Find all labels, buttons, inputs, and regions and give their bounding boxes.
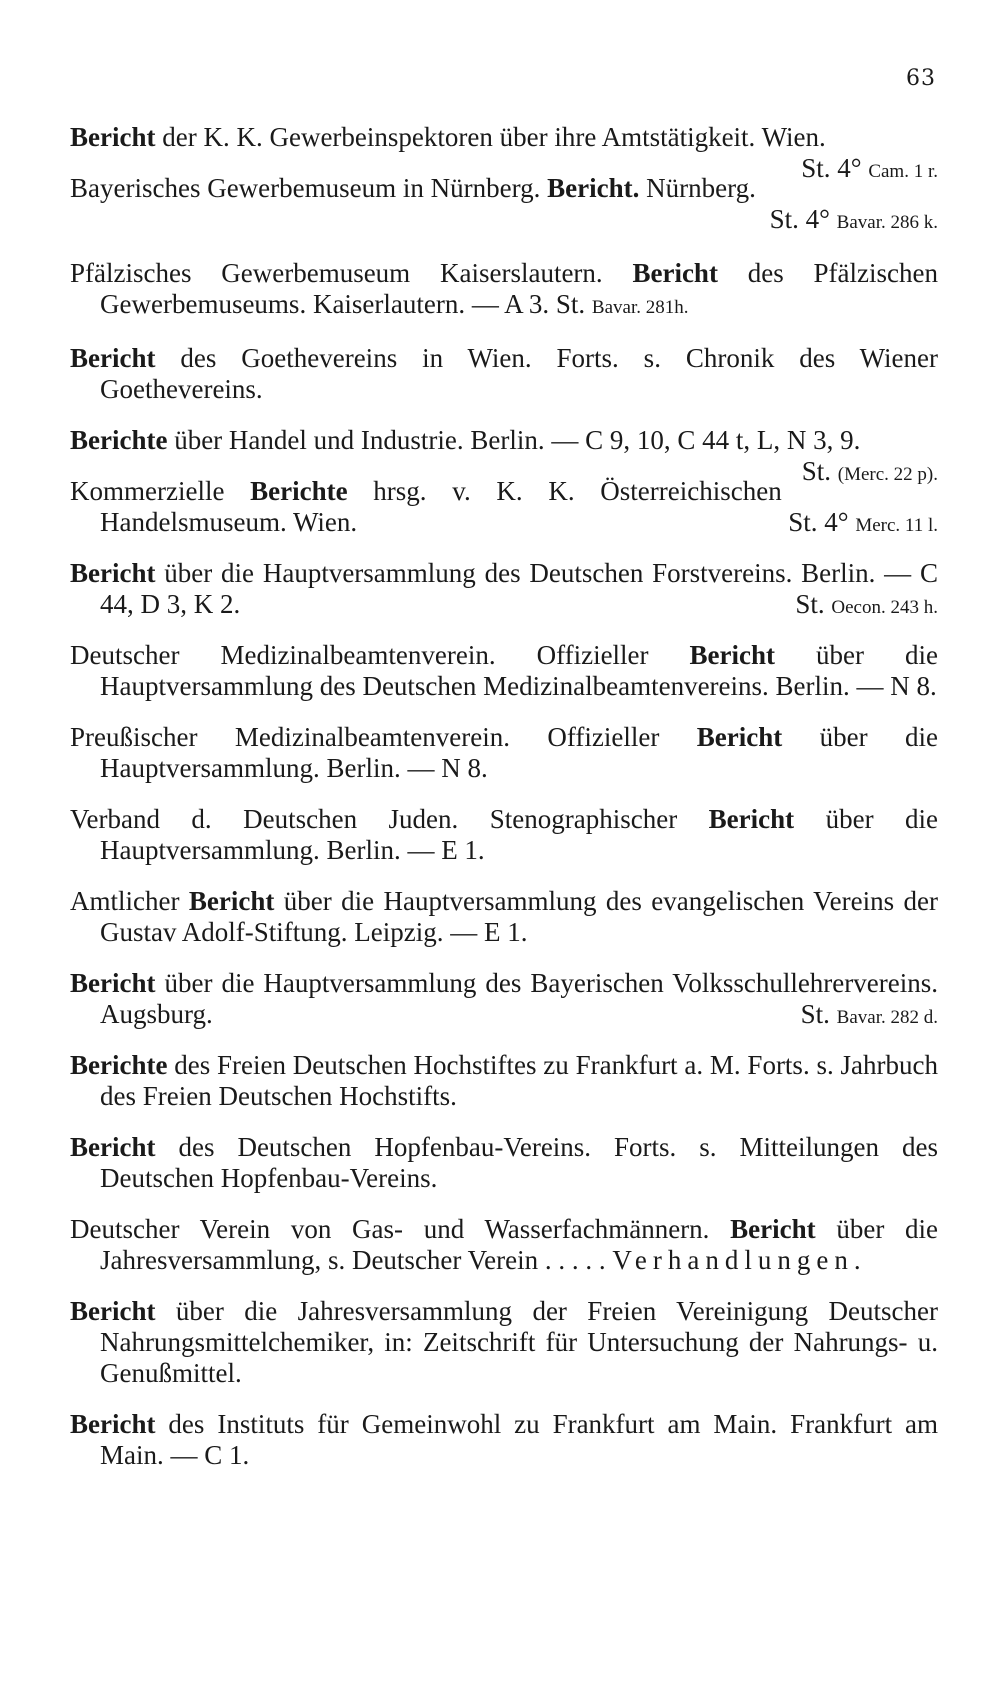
keyword: Berichte bbox=[70, 425, 168, 455]
entry-text: Amtlicher bbox=[70, 886, 189, 916]
list-item bbox=[70, 1132, 938, 1194]
entry-text: Bayerisches Gewerbemuseum in Nürnberg. bbox=[70, 173, 548, 203]
list-item bbox=[70, 804, 938, 866]
keyword: Berichte bbox=[250, 476, 348, 506]
entry-text: des Goethevereins in Wien. Forts. s. Chronik des Wiener Goethevereins. bbox=[100, 343, 938, 404]
shelfmark: St. 4° Bavar. 286 k. bbox=[769, 204, 938, 234]
shelfmark: St. Bavar. 282 d. bbox=[800, 999, 938, 1029]
keyword: Bericht bbox=[70, 558, 156, 588]
list-item bbox=[70, 886, 938, 948]
list-item bbox=[70, 425, 938, 486]
keyword: Bericht bbox=[730, 1214, 816, 1244]
list-item bbox=[70, 343, 938, 405]
list-item bbox=[70, 1214, 938, 1276]
entry-text: des Pfälzischen Gewerbemuseums. Kaiserlautern. — A 3. St. bbox=[100, 258, 938, 319]
keyword: Bericht bbox=[689, 640, 776, 670]
page-number: 63 bbox=[906, 66, 936, 91]
entry-text: über die Hauptversammlung. Berlin. — N 8. bbox=[100, 722, 939, 783]
entry-text: über die Hauptversammlung des Deutschen Forstvereins. Berlin. — C 44, D 3, K 2. bbox=[100, 558, 938, 619]
entry-text: hrsg. v. K. K. Österreichischen Handelsmuseum. Wien. bbox=[100, 476, 782, 537]
keyword: Bericht bbox=[632, 258, 718, 288]
entry-text: über die Hauptversammlung des evangelischen Vereins der Gustav Adolf-Stiftung. Leipzig. — E 1. bbox=[100, 886, 938, 947]
keyword: Bericht bbox=[70, 122, 156, 152]
keyword: Bericht bbox=[696, 722, 783, 752]
keyword: Bericht bbox=[708, 804, 795, 834]
entry-text: Pfälzisches Gewerbemuseum Kaiserslautern. bbox=[70, 258, 633, 288]
entry-text: Deutscher Verein von Gas- und Wasserfachmännern. bbox=[70, 1214, 731, 1244]
entry-text: über die Hauptversammlung des Bayerischen Volksschullehrervereins. Augsburg. bbox=[100, 968, 938, 1029]
list-item bbox=[70, 968, 938, 1030]
list-item bbox=[70, 558, 938, 620]
entry-text: des Instituts für Gemeinwohl zu Frankfurt am Main. Frankfurt am Main. — C 1. bbox=[100, 1409, 938, 1470]
shelfmark: St. 4° Merc. 11 l. bbox=[788, 507, 938, 537]
entry-text: Kommerzielle bbox=[70, 476, 251, 506]
list-item bbox=[70, 1050, 938, 1112]
keyword: Bericht bbox=[70, 343, 156, 373]
entry-text: Preußischer Medizinalbeamtenverein. Offizieller bbox=[70, 722, 697, 752]
shelfmark: Bavar. 281h. bbox=[591, 297, 689, 318]
list-item bbox=[70, 1296, 938, 1389]
keyword: Bericht bbox=[70, 1296, 156, 1326]
keyword: Bericht bbox=[70, 968, 156, 998]
entry-text: über die Hauptversammlung des Deutschen Medizinalbeamtenvereins. Berlin. — N 8. bbox=[100, 640, 938, 701]
entry-text: Deutscher Medizinalbeamtenverein. Offizieller bbox=[70, 640, 690, 670]
keyword: Bericht bbox=[70, 1409, 156, 1439]
list-item bbox=[70, 640, 938, 702]
entry-text: Verband d. Deutschen Juden. Stenographischer bbox=[70, 804, 709, 834]
list-item bbox=[70, 122, 938, 183]
list-item bbox=[70, 258, 938, 323]
entry-list bbox=[70, 122, 938, 1491]
entry-text: Nürnberg. bbox=[639, 173, 756, 203]
shelfmark: St. (Merc. 22 p). bbox=[801, 456, 938, 486]
shelfmark: St. 4° Cam. 1 r. bbox=[801, 153, 938, 183]
list-item bbox=[70, 722, 938, 784]
spaced-title: Verhandlungen. bbox=[612, 1245, 867, 1275]
keyword: Bericht bbox=[188, 886, 275, 916]
list-item bbox=[70, 1409, 938, 1471]
entry-text: über die Hauptversammlung. Berlin. — E 1. bbox=[100, 804, 938, 865]
entry-text: über die Jahresversammlung, s. Deutscher Verein . . . . . bbox=[100, 1214, 938, 1275]
shelfmark: St. Oecon. 243 h. bbox=[795, 589, 938, 619]
entry-text: der K. K. Gewerbeinspektoren über ihre Amtstätigkeit. Wien. bbox=[155, 122, 826, 152]
entry-text: des Deutschen Hopfenbau-Vereins. Forts. s. Mitteilungen des Deutschen Hopfenbau-Vereins. bbox=[100, 1132, 938, 1193]
entry-text: des Freien Deutschen Hochstiftes zu Frankfurt a. M. Forts. s. Jahrbuch des Freien Deutschen Hochstifts. bbox=[100, 1050, 938, 1111]
keyword: Bericht bbox=[70, 1132, 156, 1162]
entry-text: über die Jahresversammlung der Freien Vereinigung Deutscher Nahrungsmittelchemiker, in: Zeitschrift für Untersuchung der Nahrungs- u. Genußmittel. bbox=[100, 1296, 938, 1388]
keyword: Bericht. bbox=[547, 173, 640, 203]
keyword: Berichte bbox=[70, 1050, 168, 1080]
entry-text: über Handel und Industrie. Berlin. — C 9, 10, C 44 t, L, N 3, 9. bbox=[167, 425, 861, 455]
